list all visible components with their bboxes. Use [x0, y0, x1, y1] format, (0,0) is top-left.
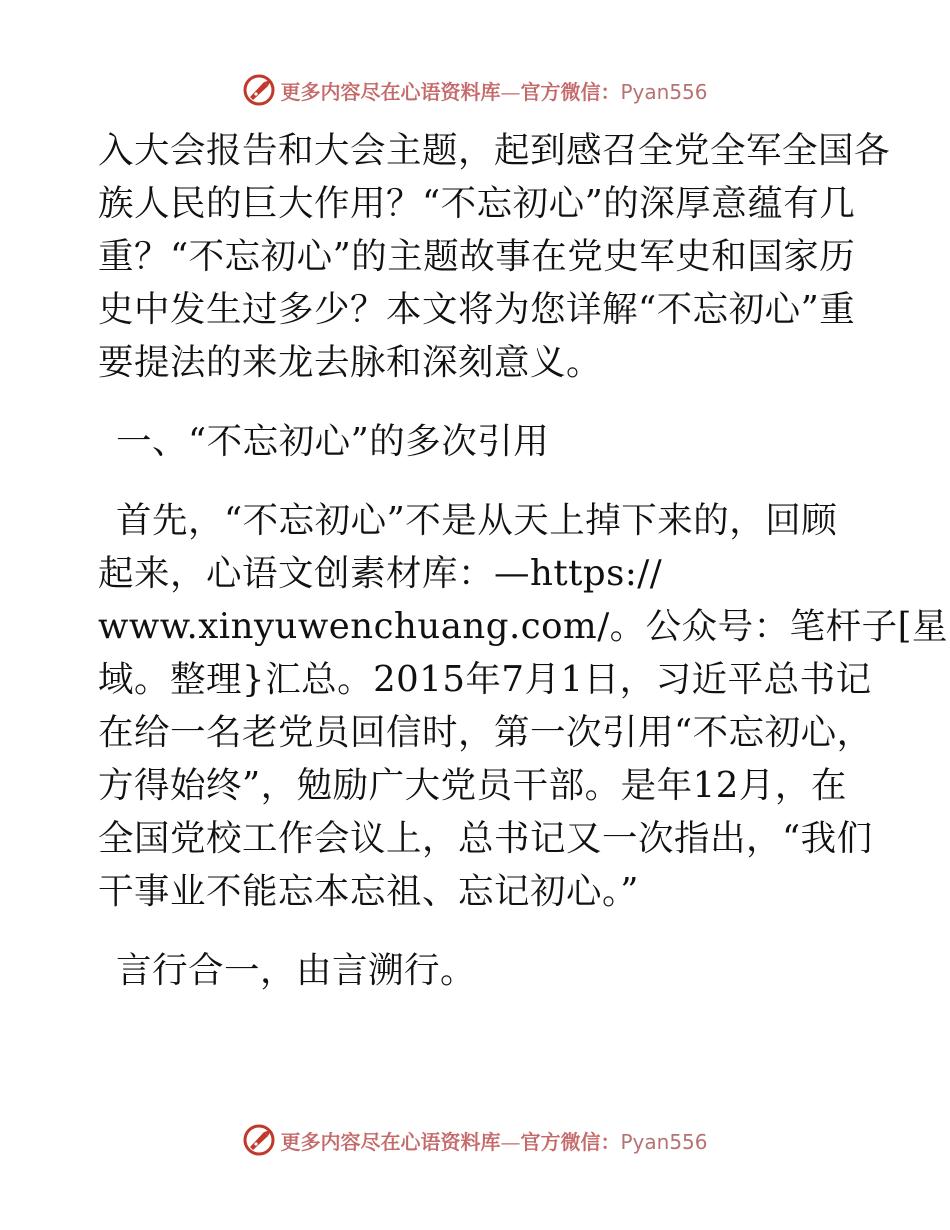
header-banner: [0, 70, 950, 110]
text-line: 方得始终”，勉励广大党员干部。是年12月，在: [98, 765, 847, 806]
paragraph-history: [98, 494, 949, 918]
heading-text: 一、“不忘初心”的多次引用: [116, 421, 550, 462]
text-line: 重？“不忘初心”的主题故事在党史军史和国家历: [98, 236, 856, 277]
text-line: 入大会报告和大会主题，起到感召全党全军全国各: [98, 130, 891, 171]
text-line: 干事业不能忘本忘祖、忘记初心。”: [98, 871, 639, 912]
footer-banner: [0, 1120, 950, 1160]
text-line: 言行合一，由言溯行。: [116, 950, 477, 991]
paragraph-intro: [98, 124, 891, 389]
banner-wechat-id: Pyan556: [620, 79, 708, 104]
document-body: [98, 124, 949, 997]
banner-separator: —: [500, 1129, 521, 1154]
banner-site-name: 更多内容尽在心语资料库: [280, 1129, 501, 1154]
text-line: 起来，心语文创素材库：—https://: [98, 553, 663, 594]
text-line: 要提法的来龙去脉和深刻意义。: [98, 342, 603, 383]
banner-official-label: 官方微信：: [520, 79, 621, 104]
header-banner-text: [280, 76, 707, 105]
banner-wechat-id: Pyan556: [620, 1129, 708, 1154]
text-line: 域。整理}汇总。2015年7月1日，习近平总书记: [98, 659, 872, 700]
text-line: 首先，“不忘初心”不是从天上掉下来的，回顾: [116, 500, 838, 541]
banner-separator: —: [500, 79, 521, 104]
banner-official-label: 官方微信：: [520, 1129, 621, 1154]
pen-nib-logo-icon: [242, 73, 276, 107]
paragraph-closing: [98, 944, 853, 997]
text-line: 在给一名老党员回信时，第一次引用“不忘初心，: [98, 712, 873, 753]
text-line: 全国党校工作会议上，总书记又一次指出，“我们: [98, 818, 873, 859]
pen-nib-logo-icon: [242, 1123, 276, 1157]
text-line: 史中发生过多少？本文将为您详解“不忘初心”重: [98, 289, 856, 330]
text-line: 族人民的巨大作用？“不忘初心”的深厚意蕴有几: [98, 183, 856, 224]
banner-site-name: 更多内容尽在心语资料库: [280, 79, 501, 104]
footer-banner-text: [280, 1126, 707, 1155]
section-heading: [98, 415, 853, 468]
text-line: www.xinyuwenchuang.com/。公众号：笔杆子[星: [98, 606, 949, 647]
